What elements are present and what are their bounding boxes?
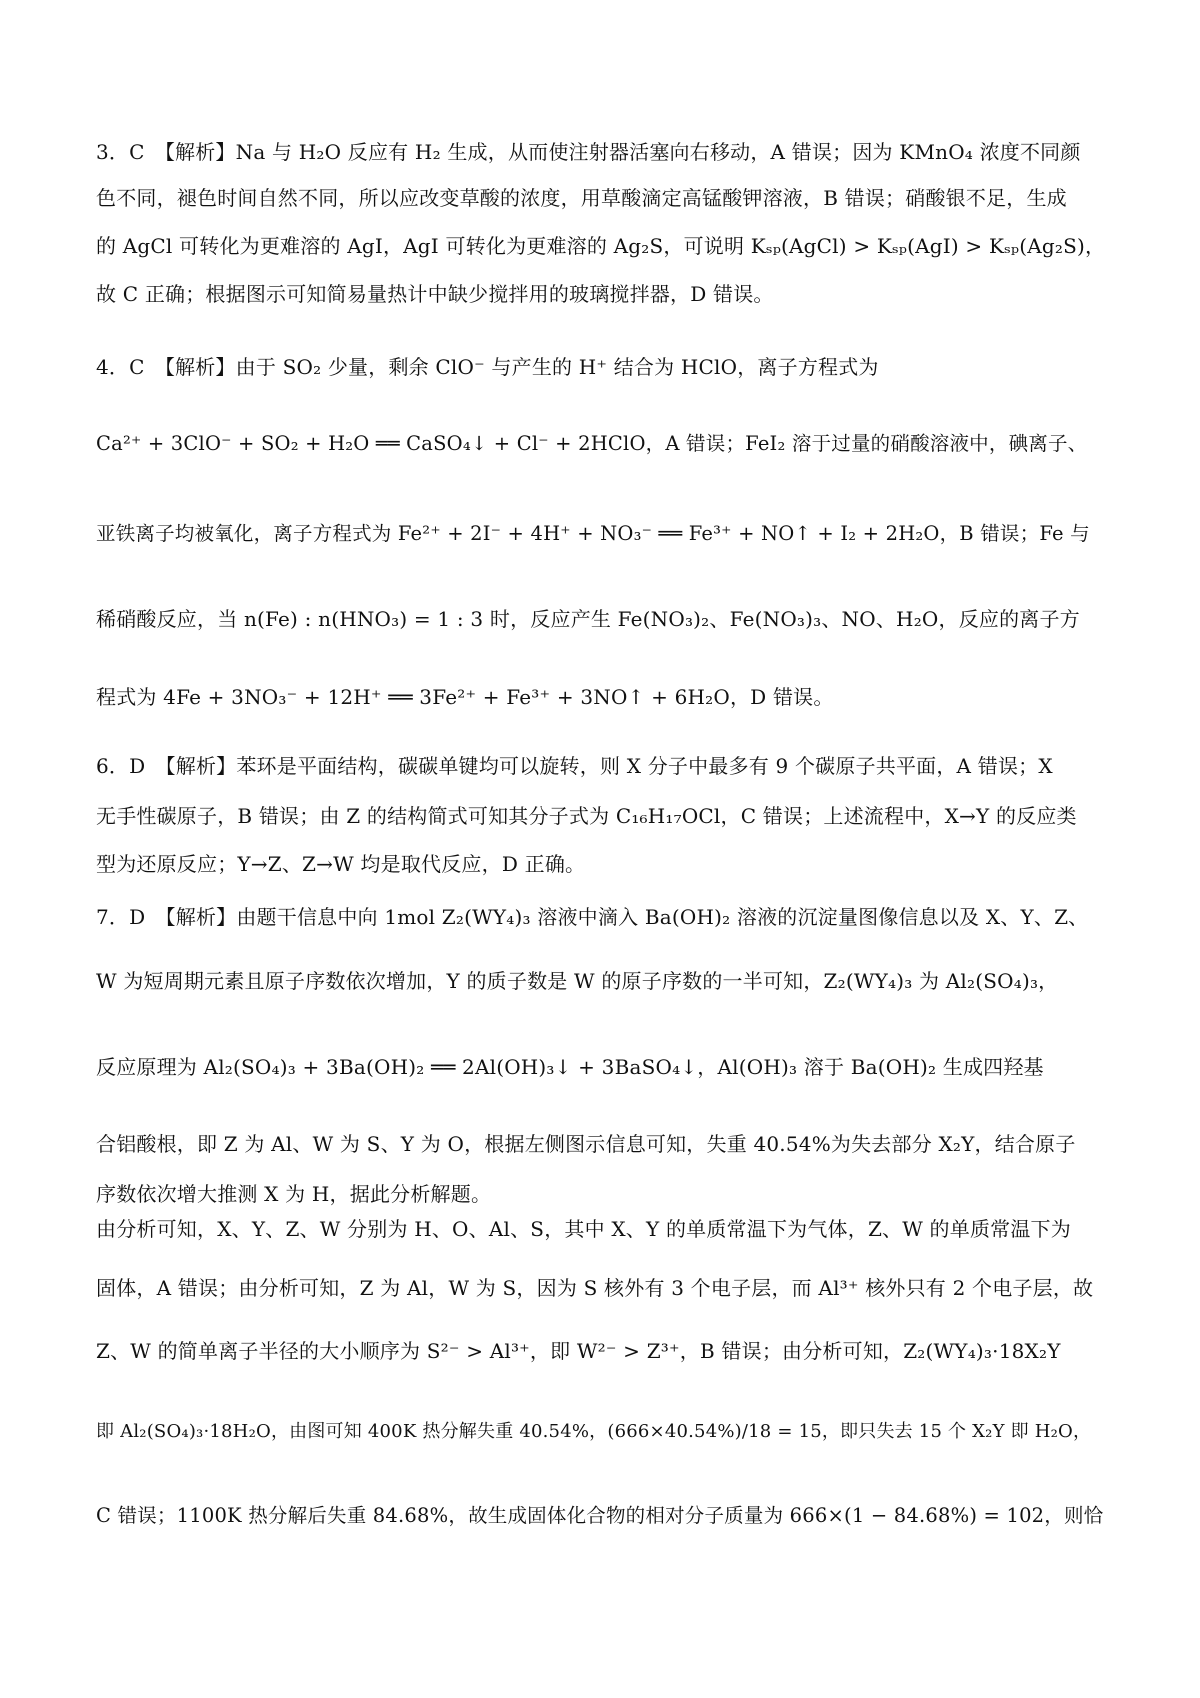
text-line: 即 Al₂(SO₄)₃·18H₂O，由图可知 400K 热分解失重 40.54%，(666×40.54%)/18 = 15，即只失去 15 个 X₂Y 即 H₂O， — [96, 1421, 1092, 1442]
text-line: 稀硝酸反应，当 n(Fe) : n(HNO₃) = 1 : 3 时，反应产生 Fe(NO₃)₂、Fe(NO₃)₃、NO、H₂O，反应的离子方 — [96, 607, 1080, 631]
text-line: 合铝酸根，即 Z 为 Al、W 为 S、Y 为 O，根据左侧图示信息可知，失重 40.54%为失去部分 X₂Y，结合原子 — [96, 1132, 1076, 1156]
text-line: 故 C 正确；根据图示可知简易量热计中缺少搅拌用的玻璃搅拌器，D 错误。 — [96, 282, 774, 306]
text-line: 6．D 【解析】苯环是平面结构，碳碳单键均可以旋转，则 X 分子中最多有 9 个碳原子共平面，A 错误；X — [96, 754, 1053, 778]
text-line: 固体，A 错误；由分析可知，Z 为 Al，W 为 S，因为 S 核外有 3 个电子层，而 Al³⁺ 核外只有 2 个电子层，故 — [96, 1276, 1094, 1300]
text-line: 的 AgCl 可转化为更难溶的 AgI，AgI 可转化为更难溶的 Ag₂S，可说明 Kₛₚ(AgCl) > Kₛₚ(AgI) > Kₛₚ(Ag₂S)， — [96, 234, 1106, 258]
text-line: 3．C 【解析】Na 与 H₂O 反应有 H₂ 生成，从而使注射器活塞向右移动，A 错误；因为 KMnO₄ 浓度不同颜 — [96, 140, 1081, 164]
text-line: 色不同，褪色时间自然不同，所以应改变草酸的浓度，用草酸滴定高锰酸钾溶液，B 错误；硝酸银不足，生成 — [96, 186, 1067, 210]
text-line: 型为还原反应；Y→Z、Z→W 均是取代反应，D 正确。 — [96, 852, 586, 876]
text-line: 由分析可知，X、Y、Z、W 分别为 H、O、Al、S，其中 X、Y 的单质常温下为气体，Z、W 的单质常温下为 — [96, 1217, 1071, 1241]
text-line: W 为短周期元素且原子序数依次增加，Y 的质子数是 W 的原子序数的一半可知，Z₂(WY₄)₃ 为 Al₂(SO₄)₃， — [96, 969, 1059, 993]
text-line: 亚铁离子均被氧化，离子方程式为 Fe²⁺ + 2I⁻ + 4H⁺ + NO₃⁻ ══ Fe³⁺ + NO↑ + I₂ + 2H₂O，B 错误；Fe 与 — [96, 522, 1090, 545]
text-line: 无手性碳原子，B 错误；由 Z 的结构简式可知其分子式为 C₁₆H₁₇OCl，C 错误；上述流程中，X→Y 的反应类 — [96, 804, 1077, 828]
text-line: Z、W 的简单离子半径的大小顺序为 S²⁻ > Al³⁺，即 W²⁻ > Z³⁺，B 错误；由分析可知，Z₂(WY₄)₃·18X₂Y — [96, 1339, 1061, 1363]
text-line: 7．D 【解析】由题干信息中向 1mol Z₂(WY₄)₃ 溶液中滴入 Ba(OH)₂ 溶液的沉淀量图像信息以及 X、Y、Z、 — [96, 905, 1089, 929]
text-line: Ca²⁺ + 3ClO⁻ + SO₂ + H₂O ══ CaSO₄↓ + Cl⁻ + 2HClO，A 错误；FeI₂ 溶于过量的硝酸溶液中，碘离子、 — [96, 432, 1088, 455]
text-line: 序数依次增大推测 X 为 H，据此分析解题。 — [96, 1182, 492, 1206]
text-line: 4．C 【解析】由于 SO₂ 少量，剩余 ClO⁻ 与产生的 H⁺ 结合为 HClO，离子方程式为 — [96, 355, 879, 379]
text-line: 反应原理为 Al₂(SO₄)₃ + 3Ba(OH)₂ ══ 2Al(OH)₃↓ + 3BaSO₄↓，Al(OH)₃ 溶于 Ba(OH)₂ 生成四羟基 — [96, 1055, 1044, 1079]
text-line: C 错误；1100K 热分解后失重 84.68%，故生成固体化合物的相对分子质量为 666×(1 − 84.68%) = 102，则恰 — [96, 1504, 1104, 1527]
text-line: 程式为 4Fe + 3NO₃⁻ + 12H⁺ ══ 3Fe²⁺ + Fe³⁺ + 3NO↑ + 6H₂O，D 错误。 — [96, 685, 834, 709]
